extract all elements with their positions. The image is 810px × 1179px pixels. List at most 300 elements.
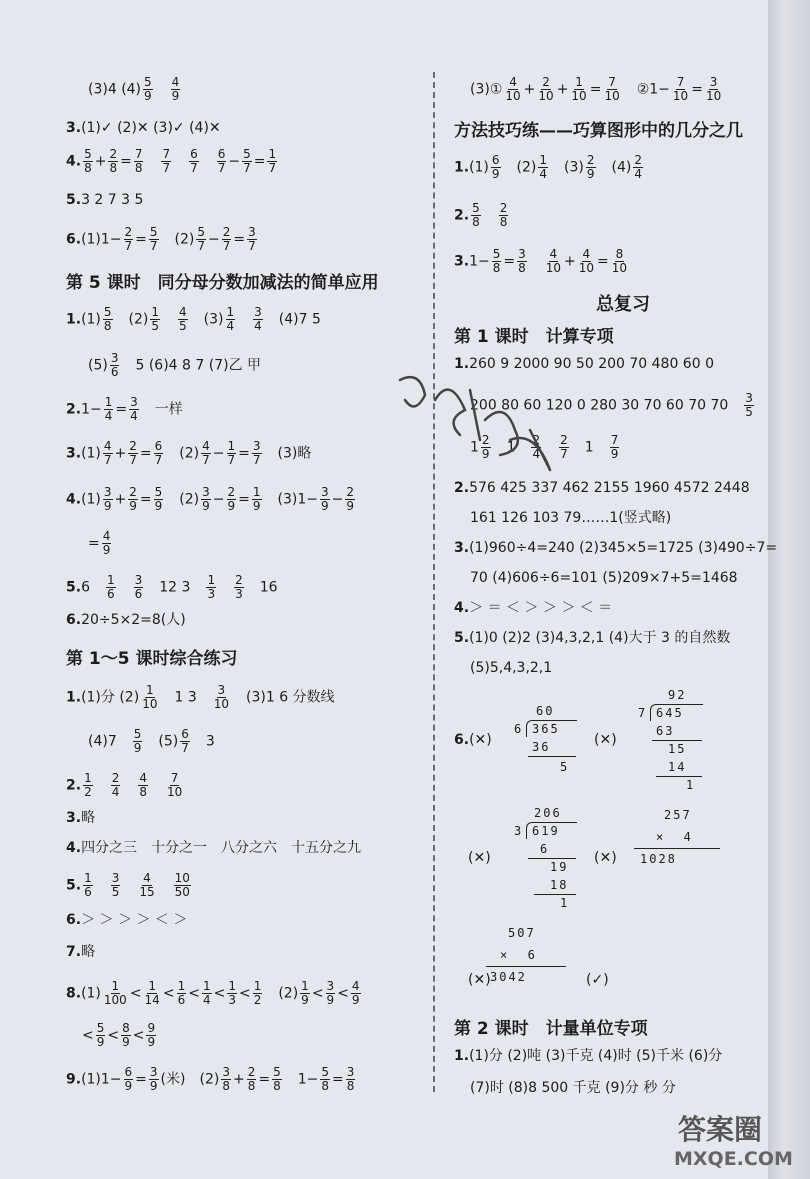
fraction — [247, 226, 257, 253]
numerator: 1 — [228, 979, 236, 993]
numerator: 5 — [96, 1021, 105, 1035]
fraction — [242, 148, 252, 175]
multiply-top: 257 — [664, 808, 692, 822]
numerator: 5 — [149, 225, 158, 239]
division-remainder: 1 — [686, 778, 696, 792]
answer-c1: 1.(1)分 (2) $\frac{1}{10}$ 1 3 $\frac{3}{10}$ (3)1 6 分数线 — [66, 683, 335, 711]
numerator: 3 — [134, 573, 143, 587]
fraction — [504, 76, 521, 103]
fraction — [234, 574, 244, 601]
numerator: 1 — [202, 979, 211, 993]
numerator: 3 — [222, 1065, 230, 1079]
numerator: 4 — [102, 529, 111, 543]
numerator: 1 — [226, 305, 235, 319]
denominator: 8 — [109, 161, 118, 175]
numerator: 3 — [202, 485, 210, 499]
division-remainder: 5 — [560, 760, 570, 774]
answer-c8: 8.(1) $\frac{1}{100}$ < $\frac{1}{14}$ < $\frac{1}{6}$ < $\frac{1}{4}$ < $\frac{1}{3}$ < $\frac{1}{2}$ (2) $\frac{1}{9}$ < $\frac{3}{9}$ < $\frac{4}{9}$ — [66, 979, 360, 1007]
division-line — [528, 858, 576, 859]
answer-z5: 5.(1)0 (2)2 (3)4,3,2,1 (4)大于 3 的自然数 — [454, 630, 731, 646]
denominator: 7 — [252, 453, 261, 467]
numerator: 3 — [110, 351, 119, 365]
numerator: 2 — [227, 485, 236, 499]
fraction — [272, 1066, 282, 1093]
denominator: 7 — [243, 161, 251, 175]
denominator: 6 — [177, 993, 186, 1007]
division-line — [652, 740, 702, 741]
answer-u1: 1.(1)分 (2)吨 (3)千克 (4)时 (5)千米 (6)分 — [454, 1048, 723, 1064]
numerator: 3 — [248, 225, 256, 239]
fraction — [180, 728, 190, 755]
answer-q4: 4. $\frac{5}{8}$ + $\frac{2}{8}$ = $\frac{7}{8}$ $\frac{7}{7}$ $\frac{6}{7}$ $\frac{6}{7}$ − $\frac{5}{7}$ = $\frac{1}{7}$ — [66, 147, 277, 175]
fraction — [227, 486, 237, 513]
denominator: 4 — [130, 409, 138, 423]
denominator: 9 — [144, 89, 152, 103]
fraction — [227, 440, 237, 467]
division-quotient: 206 — [534, 806, 562, 820]
fraction — [253, 980, 263, 1007]
fraction — [134, 574, 144, 601]
fraction — [247, 1066, 257, 1093]
denominator: 9 — [481, 447, 490, 461]
fraction — [545, 248, 562, 275]
denominator: 9 — [122, 1035, 130, 1049]
numerator: 5 — [103, 305, 112, 319]
denominator: 7 — [190, 161, 198, 175]
numerator: 7 — [610, 433, 619, 447]
numerator: 4 — [179, 305, 187, 319]
answer-line: (3)4 (4) $\frac{5}{9}$ $\frac{4}{9}$ — [88, 75, 180, 103]
denominator: 5 — [179, 319, 187, 333]
answer-c8b: < $\frac{5}{9}$ < $\frac{8}{9}$ < $\frac{9}{9}$ — [82, 1021, 156, 1049]
numerator: 5 — [197, 225, 206, 239]
numerator: 4 — [582, 247, 591, 261]
fraction — [206, 574, 216, 601]
fraction — [633, 154, 643, 181]
numerator: 4 — [509, 75, 517, 89]
numerator: 2 — [346, 485, 355, 499]
denominator: 4 — [532, 447, 541, 461]
numerator: 2 — [586, 153, 595, 167]
division-step: 19 — [550, 860, 569, 874]
denominator: 10 — [611, 261, 628, 275]
fraction — [213, 684, 230, 711]
answer-z6-mark: (✕) — [594, 850, 617, 866]
numerator: 2 — [109, 147, 118, 161]
fraction — [252, 486, 262, 513]
numerator: 5 — [472, 201, 480, 215]
fraction — [102, 530, 112, 557]
fraction — [345, 486, 355, 513]
answer-m1: 1.(1) $\frac{6}{9}$ (2) $\frac{1}{4}$ (3) $\frac{2}{9}$ (4) $\frac{2}{4}$ — [454, 153, 642, 181]
fraction — [83, 148, 93, 175]
denominator: 4 — [111, 785, 120, 799]
denominator: 100 — [103, 993, 127, 1007]
numerator: 6 — [154, 439, 163, 453]
watermark-logo: 答案圈 — [678, 1113, 763, 1146]
division-step: 36 — [532, 740, 551, 754]
numerator: 3 — [252, 439, 261, 453]
denominator: 9 — [326, 993, 335, 1007]
fraction — [201, 440, 211, 467]
denominator: 8 — [247, 1079, 256, 1093]
numerator: 2 — [560, 433, 568, 447]
fraction — [108, 148, 118, 175]
fraction — [586, 154, 596, 181]
answer-s2: 2.1− $\frac{1}{4}$ = $\frac{3}{4}$ 一样 — [66, 395, 183, 423]
numerator: 7 — [676, 75, 685, 89]
numerator: 5 — [492, 247, 501, 261]
division-dividend: 645 — [656, 706, 684, 720]
denominator: 9 — [124, 1079, 133, 1093]
denominator: 9 — [129, 499, 137, 513]
denominator: 14 — [144, 993, 160, 1007]
division-divisor: 6 — [514, 722, 524, 736]
section-heading: 第 2 课时 计量单位专项 — [454, 1019, 648, 1039]
fraction — [253, 306, 263, 333]
denominator: 9 — [102, 543, 111, 557]
denominator: 9 — [227, 499, 236, 513]
multiply-line — [486, 966, 566, 967]
denominator: 8 — [321, 1079, 329, 1093]
fraction — [124, 1066, 134, 1093]
fraction — [517, 248, 527, 275]
fraction — [103, 486, 113, 513]
fraction — [121, 1022, 131, 1049]
section-heading: 第 1 课时 计算专项 — [454, 327, 614, 347]
answer-c9: 9.(1)1− $\frac{6}{9}$ = $\frac{3}{9}$ (米) (2) $\frac{3}{8}$ + $\frac{2}{8}$ = $\frac{5}{8}$ 1− $\frac{5}{8}$ = $\frac{3}{8}$ — [66, 1065, 355, 1093]
denominator: 6 — [84, 885, 92, 899]
fraction — [603, 76, 620, 103]
denominator: 10 — [166, 785, 183, 799]
denominator: 4 — [539, 167, 548, 181]
numerator: 2 — [247, 1065, 256, 1079]
fraction — [161, 148, 171, 175]
numerator: 7 — [162, 147, 171, 161]
fraction — [128, 440, 138, 467]
answer-z3: 3.(1)960÷4=240 (2)345×5=1725 (3)490÷7= — [454, 540, 778, 556]
fraction — [146, 1022, 156, 1049]
division-dividend: 619 — [532, 824, 560, 838]
denominator: 8 — [273, 1079, 281, 1093]
denominator: 7 — [124, 239, 133, 253]
division-step: 63 — [656, 724, 675, 738]
fraction — [177, 980, 187, 1007]
fraction — [471, 202, 481, 229]
denominator: 15 — [139, 885, 155, 899]
denominator: 7 — [248, 239, 256, 253]
numerator: 5 — [243, 147, 251, 161]
division-line — [534, 894, 576, 895]
division-line — [528, 756, 576, 757]
denominator: 9 — [96, 1035, 105, 1049]
numerator: 1 — [253, 979, 262, 993]
numerator: 5 — [273, 1065, 281, 1079]
answer-q6: 6.(1)1− $\frac{2}{7}$ = $\frac{5}{7}$ (2) $\frac{5}{7}$ − $\frac{2}{7}$ = $\frac{3}{7}$ — [66, 225, 256, 253]
fraction — [106, 574, 116, 601]
denominator: 3 — [207, 587, 216, 601]
denominator: 3 — [228, 993, 236, 1007]
fraction — [154, 440, 164, 467]
answer-z6-label: 6.(✕) — [454, 732, 492, 748]
fraction — [611, 248, 628, 275]
fraction — [491, 154, 501, 181]
fraction — [672, 76, 689, 103]
answer-s4: 4.(1) $\frac{3}{9}$ + $\frac{2}{9}$ = $\frac{5}{9}$ (2) $\frac{3}{9}$ − $\frac{2}{9}$ = $\frac{1}{9}$ (3)1− $\frac{3}{9}$ − $\frac{2}{9}$ — [66, 485, 355, 513]
fraction — [252, 440, 262, 467]
denominator: 6 — [110, 365, 119, 379]
numerator: 2 — [129, 439, 137, 453]
multiply-product: 3042 — [490, 970, 527, 984]
denominator: 10 — [705, 89, 722, 103]
denominator: 8 — [139, 785, 147, 799]
fraction — [129, 396, 139, 423]
fraction — [217, 148, 227, 175]
answer-z2: 2.576 425 337 462 2155 1960 4572 2448 — [454, 480, 750, 496]
answer-s5: 5.6 $\frac{1}{6}$ $\frac{3}{6}$ 12 3 $\frac{1}{3}$ $\frac{2}{3}$ 16 — [66, 573, 278, 601]
denominator: 8 — [103, 319, 112, 333]
book-edge — [768, 0, 810, 1179]
numerator: 2 — [499, 201, 508, 215]
denominator: 7 — [217, 161, 226, 175]
denominator: 9 — [610, 447, 619, 461]
answer-s3: 3.(1) $\frac{4}{7}$ + $\frac{2}{7}$ = $\frac{6}{7}$ (2) $\frac{4}{7}$ − $\frac{1}{7}$ = $\frac{3}{7}$ (3)略 — [66, 439, 312, 467]
answer-q3: 3.(1)✓ (2)✕ (3)✓ (4)✕ — [66, 120, 221, 136]
fraction — [149, 1066, 159, 1093]
numerator: 5 — [84, 147, 92, 161]
fraction — [110, 352, 120, 379]
fraction — [570, 76, 587, 103]
denominator: 9 — [202, 499, 210, 513]
fraction — [128, 486, 138, 513]
denominator: 8 — [84, 161, 92, 175]
denominator: 3 — [235, 587, 243, 601]
division-dividend: 365 — [532, 722, 560, 736]
denominator: 7 — [197, 239, 206, 253]
answer-c7: 7.略 — [66, 944, 96, 960]
fraction — [150, 306, 160, 333]
fraction — [133, 728, 143, 755]
fraction — [222, 226, 232, 253]
numerator: 5 — [144, 75, 152, 89]
numerator: 2 — [235, 573, 243, 587]
numerator: 3 — [103, 485, 112, 499]
denominator: 9 — [252, 499, 261, 513]
numerator: 4 — [103, 439, 112, 453]
denominator: 9 — [133, 741, 142, 755]
denominator: 9 — [103, 499, 112, 513]
column-divider — [433, 72, 435, 1092]
fraction — [705, 76, 722, 103]
numerator: 3 — [254, 305, 262, 319]
numerator: 3 — [346, 1065, 355, 1079]
answer-s1b: (5) $\frac{3}{6}$ 5 (6)4 8 7 (7)乙 甲 — [88, 351, 262, 379]
denominator: 5 — [111, 885, 120, 899]
fraction — [492, 248, 502, 275]
division-divisor: 3 — [514, 824, 524, 838]
numerator: 3 — [518, 247, 526, 261]
answer-z2b: 161 126 103 79……1(竖式略) — [470, 510, 672, 526]
denominator: 8 — [518, 261, 526, 275]
denominator: 2 — [84, 785, 92, 799]
fraction — [174, 872, 191, 899]
denominator: 9 — [149, 1079, 158, 1093]
numerator: 1 — [268, 147, 277, 161]
numerator: 4 — [351, 979, 360, 993]
fraction — [267, 148, 277, 175]
fraction — [226, 306, 236, 333]
fraction — [141, 684, 158, 711]
division-line — [656, 776, 702, 777]
fraction — [202, 980, 212, 1007]
numerator: 5 — [133, 727, 142, 741]
numerator: 5 — [154, 485, 163, 499]
fraction — [96, 1022, 106, 1049]
fraction — [537, 76, 554, 103]
numerator: 8 — [615, 247, 624, 261]
fraction — [134, 148, 144, 175]
answer-c6: 6.＞ ＞ ＞ ＞ ＜ ＞ — [66, 912, 188, 928]
numerator: 1 — [252, 485, 261, 499]
denominator: 10 — [571, 89, 587, 103]
fraction — [189, 148, 199, 175]
multiply-factor: × 6 — [500, 948, 537, 962]
denominator: 10 — [538, 89, 554, 103]
numerator: 3 — [321, 485, 329, 499]
answer-m3: 3.1− $\frac{5}{8}$ = $\frac{3}{8}$ $\frac{4}{10}$ + $\frac{4}{10}$ = $\frac{8}{10}$ — [454, 247, 628, 275]
numerator: 4 — [143, 871, 151, 885]
numerator: 6 — [190, 147, 198, 161]
section-heading: 第 5 课时 同分母分数加减法的简单应用 — [66, 273, 379, 293]
fraction — [178, 306, 188, 333]
denominator: 9 — [491, 167, 500, 181]
multiply-product: 1028 — [640, 852, 677, 866]
fraction — [103, 980, 128, 1007]
numerator: 1 — [84, 871, 92, 885]
numerator: 2 — [481, 433, 490, 447]
denominator: 7 — [227, 453, 236, 467]
fraction — [138, 872, 155, 899]
denominator: 5 — [151, 319, 160, 333]
denominator: 10 — [545, 261, 561, 275]
fraction — [144, 980, 161, 1007]
fraction — [166, 772, 183, 799]
answer-z1c: 1 $\frac{2}{9}$ 1 $\frac{2}{4}$ $\frac{2}{7}$ 1 $\frac{7}{9}$ — [470, 433, 619, 461]
denominator: 5 — [745, 405, 753, 419]
answer-z6-mark: (✕) — [468, 972, 491, 988]
fraction — [610, 434, 620, 461]
fraction — [578, 248, 595, 275]
fraction — [149, 226, 159, 253]
numerator: 1 — [151, 305, 160, 319]
numerator: 6 — [181, 727, 189, 741]
numerator: 1 — [146, 683, 154, 697]
answer-c2: 2. $\frac{1}{2}$ $\frac{2}{4}$ $\frac{4}{8}$ $\frac{7}{10}$ — [66, 771, 183, 799]
denominator: 8 — [134, 161, 143, 175]
numerator: 1 — [539, 153, 548, 167]
fraction — [111, 772, 121, 799]
denominator: 7 — [154, 453, 163, 467]
numerator: 7 — [134, 147, 143, 161]
fraction — [346, 1066, 356, 1093]
answer-z5b: (5)5,4,3,2,1 — [470, 660, 553, 676]
numerator: 3 — [745, 391, 753, 405]
fraction — [221, 1066, 231, 1093]
chapter-heading: 总复习 — [596, 294, 650, 315]
section-heading: 第 1～5 课时综合练习 — [66, 649, 238, 669]
answer-m2: 2. $\frac{5}{8}$ $\frac{2}{8}$ — [454, 201, 508, 229]
numerator: 2 — [124, 225, 133, 239]
fraction — [138, 772, 148, 799]
numerator: 1 — [301, 979, 309, 993]
numerator: 5 — [321, 1065, 329, 1079]
numerator: 6 — [491, 153, 500, 167]
answer-s1: 1.(1) $\frac{5}{8}$ (2) $\frac{1}{5}$ $\frac{4}{5}$ (3) $\frac{1}{4}$ $\frac{3}{4}$ (4)7 5 — [66, 305, 321, 333]
division-step: 14 — [668, 760, 687, 774]
denominator: 7 — [103, 453, 112, 467]
numerator: 1 — [227, 439, 236, 453]
answer-z6-mark: (✕) — [468, 850, 491, 866]
division-step: 18 — [550, 878, 569, 892]
numerator: 3 — [149, 1065, 158, 1079]
numerator: 1 — [104, 395, 113, 409]
division-step: 6 — [540, 842, 550, 856]
denominator: 10 — [505, 89, 521, 103]
fraction — [171, 76, 181, 103]
denominator: 7 — [149, 239, 158, 253]
denominator: 9 — [154, 499, 163, 513]
numerator: 2 — [129, 485, 137, 499]
numerator: 7 — [170, 771, 179, 785]
answer-z3b: 70 (4)606÷6=101 (5)209×7+5=1468 — [470, 570, 738, 586]
answer-s6: 6.20÷5×2=8(人) — [66, 612, 186, 628]
numerator: 4 — [139, 771, 147, 785]
denominator: 7 — [181, 741, 189, 755]
numerator: 6 — [217, 147, 226, 161]
answer-z4: 4.＞ ＝ ＜ ＞ ＞ ＞ ＜ ＝ — [454, 600, 613, 616]
denominator: 2 — [253, 993, 262, 1007]
fraction — [300, 980, 310, 1007]
numerator: 2 — [634, 153, 642, 167]
answer-c5: 5. $\frac{1}{6}$ $\frac{3}{5}$ $\frac{4}{15}$ $\frac{10}{50}$ — [66, 871, 190, 899]
denominator: 9 — [351, 993, 360, 1007]
fraction — [83, 872, 93, 899]
fraction — [320, 1066, 330, 1093]
denominator: 10 — [672, 89, 689, 103]
denominator: 8 — [499, 215, 508, 229]
answer-u1b: (7)时 (8)8 500 千克 (9)分 秒 分 — [470, 1080, 676, 1096]
fraction — [351, 980, 361, 1007]
fraction — [124, 226, 134, 253]
denominator: 50 — [174, 885, 190, 899]
fraction — [744, 392, 754, 419]
numerator: 9 — [147, 1021, 156, 1035]
denominator: 10 — [578, 261, 595, 275]
numerator: 1 — [575, 75, 583, 89]
watermark-url: MXQE.COM — [674, 1148, 793, 1170]
denominator: 7 — [162, 161, 171, 175]
fraction — [320, 486, 330, 513]
denominator: 8 — [472, 215, 480, 229]
answer-z6-mark: (✓) — [586, 972, 609, 988]
denominator: 9 — [171, 89, 180, 103]
answer-c1b: (4)7 $\frac{5}{9}$ (5) $\frac{6}{7}$ 3 — [88, 727, 215, 755]
numerator: 1 — [148, 979, 156, 993]
numerator: 1 — [207, 573, 216, 587]
section-heading: 方法技巧练——巧算图形中的几分之几 — [454, 121, 743, 141]
denominator: 6 — [134, 587, 143, 601]
answer-s4b: = $\frac{4}{9}$ — [88, 529, 111, 557]
